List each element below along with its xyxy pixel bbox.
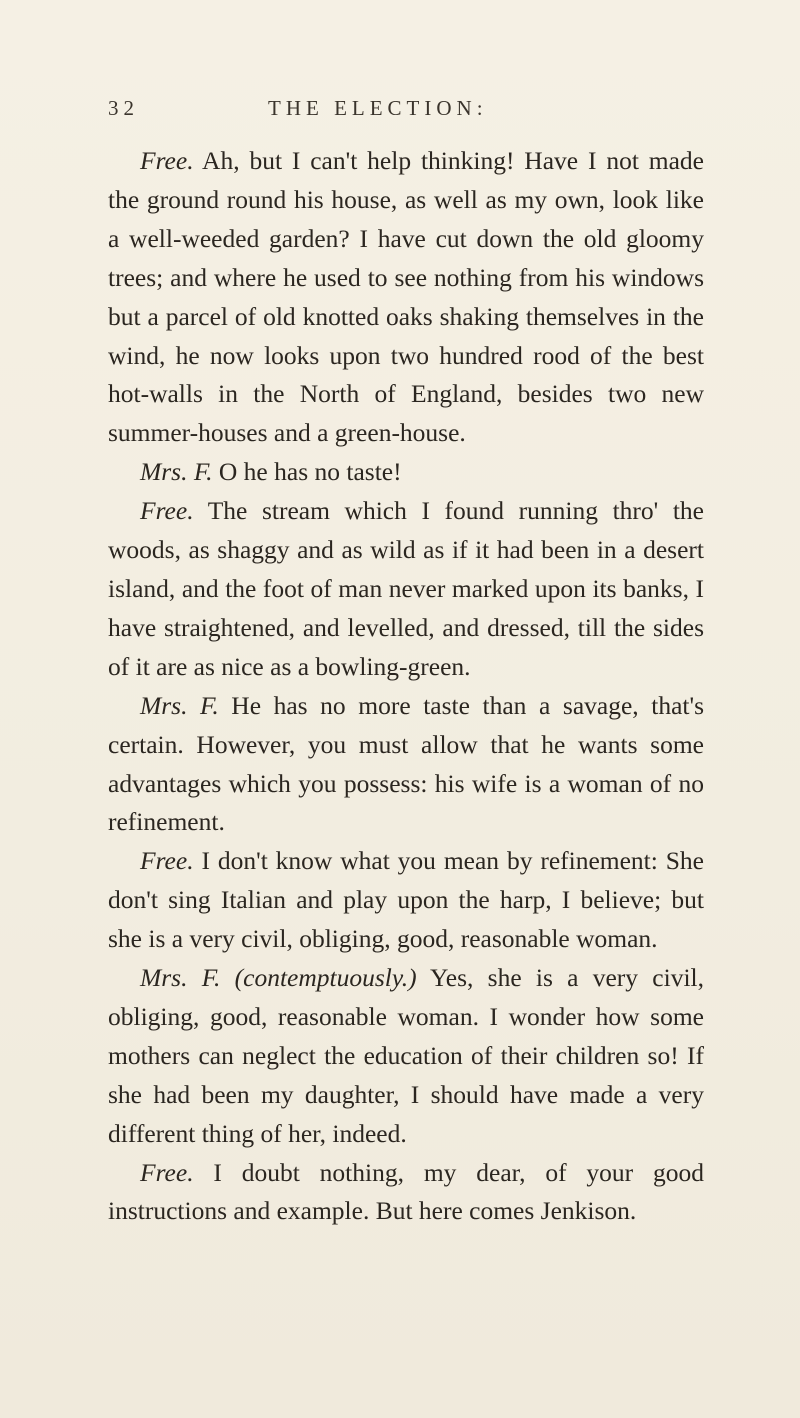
speaker-name: Free. [140,846,194,876]
speaker-name: Free. [140,496,194,526]
page-number: 32 [108,96,139,120]
dialogue-text: O he has no taste! [212,457,402,487]
dialogue-text: Yes, she is a very civil, obliging, good, reasonable woman. I wonder how some mothers can neglect the education of their children so! If she had been my daughter, I should have made a very different thing of her, indeed. [108,963,704,1148]
dialogue-text: I don't know what you mean by refinement: She don't sing Italian and play upon the harp, I believe; but she is a very civil, obliging, good, reasonable woman. [108,846,704,954]
stage-direction: (contemptuously.) [220,963,417,993]
dialogue-paragraph [108,492,704,687]
dialogue-paragraph [108,842,704,959]
dialogue-paragraph [108,959,704,1154]
speaker-name: Free. [140,146,194,175]
speaker-name: Mrs. F. [140,690,219,720]
running-title: THE ELECTION: [268,96,488,120]
running-head [108,96,708,126]
dialogue-text: He has no more taste than a savage, that's certain. However, you must allow that he wants some advantages which you possess: his wife is a woman of no refinement. [108,690,704,837]
dialogue-text: I doubt nothing, my dear, of your good instructions and example. But here comes Jenkison. [108,1157,704,1226]
speaker-name: Mrs. F. [140,963,221,993]
dialogue-paragraph [108,1154,704,1232]
dialogue-text: The stream which I found running thro' the woods, as shaggy and as wild as if it had been in a desert island, and the foot of man never marked upon its banks, I have straightened, and levelled, and dressed, till the sides of it are as nice as a bowling-green. [108,496,704,681]
speaker-name: Mrs. F. [140,457,213,487]
body-text [108,142,704,1231]
dialogue-text: Ah, but I can't help thinking! Have I not made the ground round his house, as well as my own, look like a well-weeded garden? I have cut down the old gloomy trees; and where he used to see nothing from his windows but a parcel of old knotted oaks shaking themselves in the wind, he now looks upon two hundred rood of the best hot-walls in the North of England, besides two new summer-houses and a green-house. [108,146,704,448]
dialogue-paragraph [108,687,704,843]
speaker-name: Free. [140,1157,194,1187]
dialogue-paragraph [108,142,704,453]
dialogue-paragraph [108,453,704,492]
